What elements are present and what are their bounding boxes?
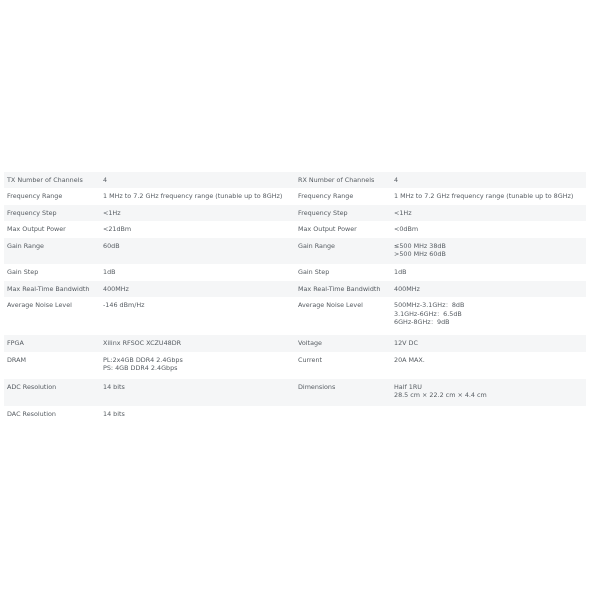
table-row [4, 188, 586, 204]
table-row [4, 297, 586, 335]
spec-value [100, 379, 295, 406]
spec-label [295, 406, 391, 422]
spec-label: Frequency Step [295, 205, 391, 221]
spec-label: Gain Range [295, 238, 391, 265]
spec-value-line: 400MHz [394, 284, 420, 293]
spec-value-line: 60dB [103, 241, 120, 250]
spec-label: Dimensions [295, 379, 391, 406]
spec-table [4, 172, 586, 422]
spec-value-line: -146 dBm/Hz [103, 301, 145, 310]
spec-value [391, 188, 586, 204]
spec-value-line: <1Hz [103, 208, 121, 217]
spec-value [391, 238, 586, 265]
spec-label: TX Number of Channels [4, 172, 100, 188]
table-row [4, 352, 586, 379]
spec-value-line: >500 MHz 60dB [394, 250, 446, 259]
spec-value-line: ≤500 MHz 38dB [394, 241, 446, 250]
spec-value-line: Half 1RU [394, 382, 422, 391]
table-row [4, 335, 586, 351]
spec-value [100, 221, 295, 237]
spec-value [100, 335, 295, 351]
spec-value-line: Xilinx RFSOC XCZU48DR [103, 339, 182, 348]
spec-value-line: 500MHz-3.1GHz：8dB [394, 301, 465, 310]
table-row [4, 205, 586, 221]
spec-label: Gain Step [4, 264, 100, 280]
spec-value [391, 281, 586, 297]
spec-value-line: <0dBm [394, 225, 419, 234]
spec-label: Frequency Range [295, 188, 391, 204]
spec-label: DAC Resolution [4, 406, 100, 422]
spec-value-line: 20A MAX. [394, 355, 425, 364]
spec-value-line: 1 MHz to 7.2 GHz frequency range (tunable up to 8GHz) [394, 192, 574, 201]
spec-value-line: PS: 4GB DDR4 2.4Gbps [103, 364, 178, 373]
spec-value-line: 14 bits [103, 409, 125, 418]
spec-value-line: <21dBm [103, 225, 132, 234]
spec-label: FPGA [4, 335, 100, 351]
spec-value [391, 352, 586, 379]
spec-label: Gain Range [4, 238, 100, 265]
spec-value [100, 188, 295, 204]
spec-value [100, 172, 295, 188]
spec-value-line: 4 [394, 176, 399, 184]
spec-value [391, 221, 586, 237]
spec-value-line: 1dB [103, 268, 116, 277]
spec-value [100, 406, 295, 422]
spec-value [100, 205, 295, 221]
spec-label: Gain Step [295, 264, 391, 280]
spec-value [391, 264, 586, 280]
spec-value [100, 264, 295, 280]
spec-value-line: PL:2x4GB DDR4 2.4Gbps [103, 355, 183, 364]
spec-value [391, 335, 586, 351]
spec-value-line: 3.1GHz-6GHz：6.5dB [394, 309, 462, 318]
spec-label: DRAM [4, 352, 100, 379]
spec-value-line: 400MHz [103, 284, 129, 293]
spec-value [391, 205, 586, 221]
spec-value-line: <1Hz [394, 208, 412, 217]
spec-value-line: 1 MHz to 7.2 GHz frequency range (tunable up to 8GHz) [103, 192, 283, 201]
spec-label: RX Number of Channels [295, 172, 391, 188]
spec-label: Average Noise Level [295, 297, 391, 335]
spec-value [391, 406, 586, 422]
spec-value-line: 4 [103, 176, 108, 184]
spec-label: Max Output Power [295, 221, 391, 237]
spec-value [100, 297, 295, 335]
spec-value [391, 379, 586, 406]
spec-value-line: 12V DC [394, 339, 418, 348]
spec-label: Max Real-Time Bandwidth [295, 281, 391, 297]
table-row [4, 379, 586, 406]
spec-value [100, 352, 295, 379]
spec-label: Average Noise Level [4, 297, 100, 335]
table-row [4, 406, 586, 422]
table-row [4, 281, 586, 297]
spec-value-line: 28.5 cm × 22.2 cm × 4.4 cm [394, 391, 487, 400]
spec-label: ADC Resolution [4, 379, 100, 406]
table-row [4, 238, 586, 265]
spec-label: Frequency Step [4, 205, 100, 221]
spec-value-line: 6GHz-8GHz：9dB [394, 318, 450, 327]
spec-label: Max Output Power [4, 221, 100, 237]
table-row [4, 264, 586, 280]
spec-value [391, 297, 586, 335]
spec-value [391, 172, 586, 188]
spec-value [100, 281, 295, 297]
table-row [4, 221, 586, 237]
spec-label: Voltage [295, 335, 391, 351]
spec-label: Frequency Range [4, 188, 100, 204]
spec-value [100, 238, 295, 265]
spec-label: Max Real-Time Bandwidth [4, 281, 100, 297]
spec-table-body [4, 172, 586, 422]
table-row [4, 172, 586, 188]
spec-value-line: 1dB [394, 268, 407, 277]
spec-value-line: 14 bits [103, 382, 125, 391]
spec-label: Current [295, 352, 391, 379]
